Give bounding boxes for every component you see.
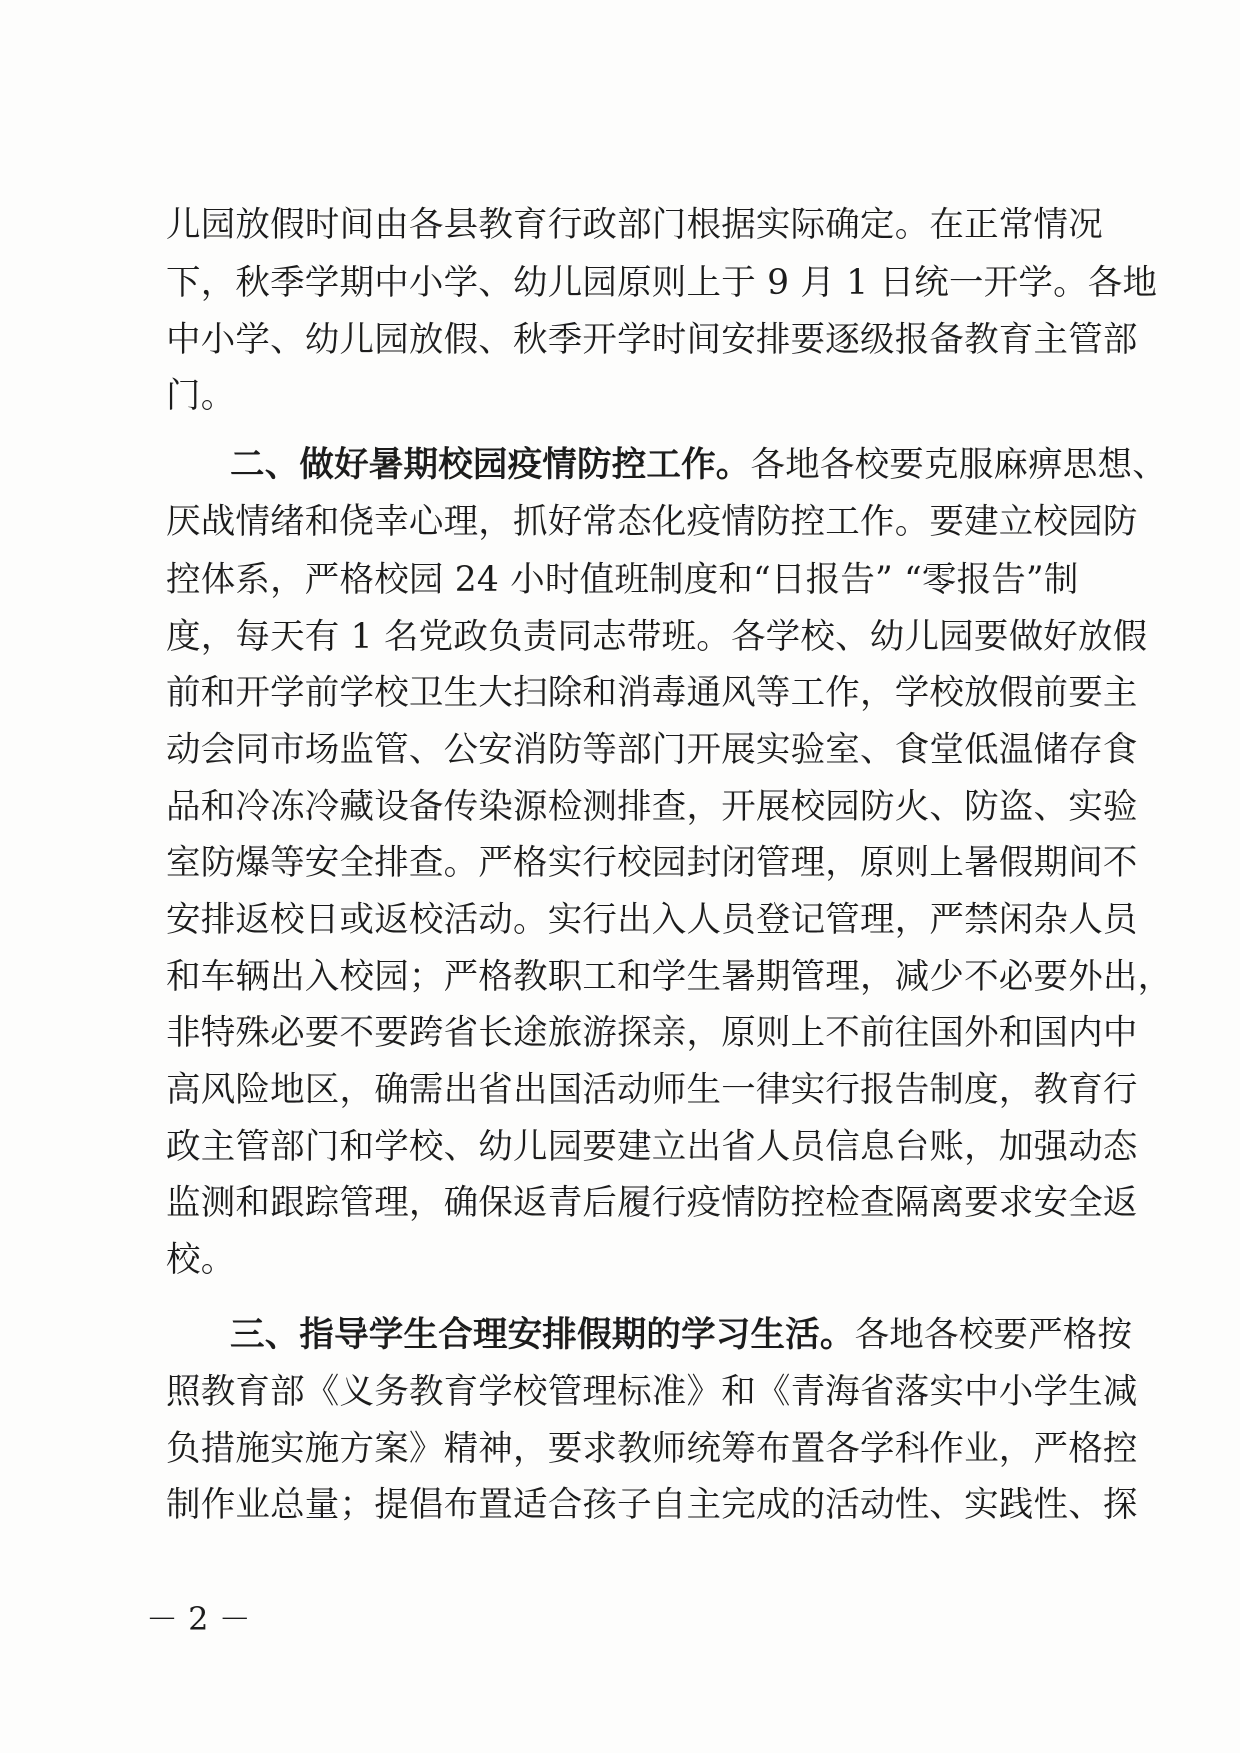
body-line: 下，秋季学期中小学、幼儿园原则上于 9 月 1 日统一开学。各地 xyxy=(166,263,1158,303)
body-line: 门。 xyxy=(166,376,236,416)
body-line: 负措施实施方案》精神，要求教师统筹布置各学科作业，严格控 xyxy=(166,1429,1138,1469)
body-line: 高风险地区，确需出省出国活动师生一律实行报告制度，教育行 xyxy=(166,1070,1138,1110)
body-text: 各地各校要严格按 xyxy=(854,1315,1133,1355)
body-line: 照教育部《义务教育学校管理标准》和《青海省落实中小学生减 xyxy=(166,1372,1138,1412)
body-line: 度，每天有 1 名党政负责同志带班。各学校、幼儿园要做好放假 xyxy=(166,617,1148,657)
body-line: 品和冷冻冷藏设备传染源检测排查，开展校园防火、防盗、实验 xyxy=(166,787,1138,827)
body-text: 各地各校要克服麻痹思想、 xyxy=(750,445,1167,485)
body-line: 政主管部门和学校、幼儿园要建立出省人员信息台账，加强动态 xyxy=(166,1127,1138,1167)
body-line: 厌战情绪和侥幸心理，抓好常态化疫情防控工作。要建立校园防 xyxy=(166,502,1138,542)
body-line: 中小学、幼儿园放假、秋季开学时间安排要逐级报备教育主管部 xyxy=(166,320,1138,360)
page-number: － 2 － xyxy=(146,1600,251,1638)
section-2-first-line xyxy=(230,436,1167,494)
body-line: 校。 xyxy=(166,1240,236,1280)
body-line: 安排返校日或返校活动。实行出入人员登记管理，严禁闲杂人员 xyxy=(166,900,1138,940)
section-3-first-line xyxy=(230,1306,1132,1364)
body-line: 和车辆出入校园；严格教职工和学生暑期管理，减少不必要外出， xyxy=(166,957,1173,997)
body-line: 控体系，严格校园 24 小时值班制度和“日报告” “零报告”制 xyxy=(166,560,1079,600)
body-line: 儿园放假时间由各县教育行政部门根据实际确定。在正常情况 xyxy=(166,205,1103,245)
body-line: 非特殊必要不要跨省长途旅游探亲，原则上不前往国外和国内中 xyxy=(166,1013,1138,1053)
body-line: 前和开学前学校卫生大扫除和消毒通风等工作，学校放假前要主 xyxy=(166,673,1138,713)
body-line: 监测和跟踪管理，确保返青后履行疫情防控检查隔离要求安全返 xyxy=(166,1183,1138,1223)
body-line: 动会同市场监管、公安消防等部门开展实验室、食堂低温储存食 xyxy=(166,730,1138,770)
section-heading: 三、指导学生合理安排假期的学习生活。 xyxy=(230,1315,855,1355)
section-heading: 二、做好暑期校园疫情防控工作。 xyxy=(230,445,751,485)
body-line: 室防爆等安全排查。严格实行校园封闭管理，原则上暑假期间不 xyxy=(166,843,1138,883)
body-line: 制作业总量；提倡布置适合孩子自主完成的活动性、实践性、探 xyxy=(166,1485,1138,1525)
